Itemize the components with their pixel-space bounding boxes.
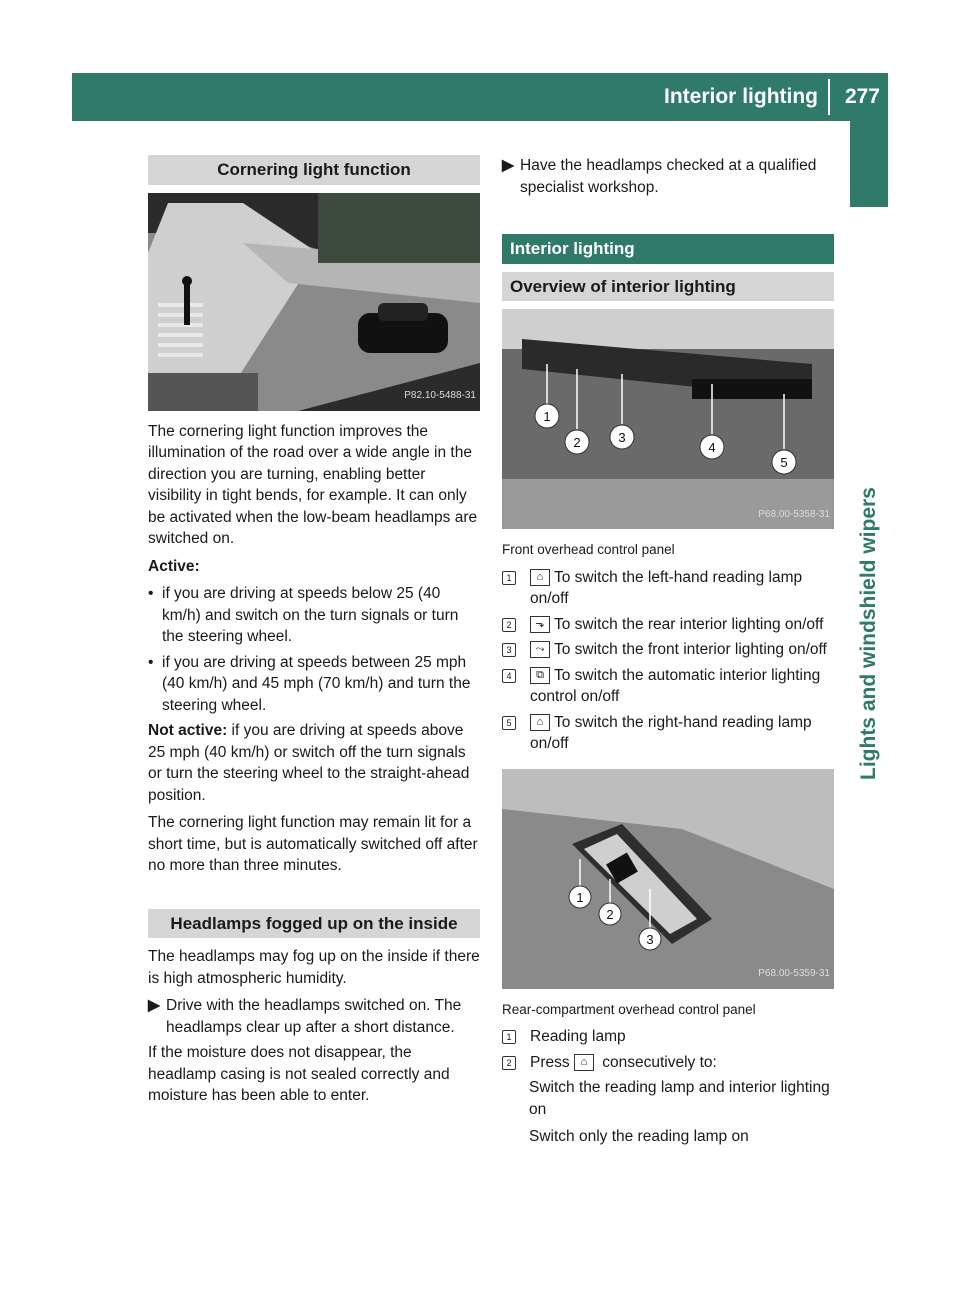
reading-lamp-icon: ⌂ <box>530 569 550 586</box>
image-code: P82.10-5488-31 <box>404 390 476 401</box>
fogged-intro: The headlamps may fog up on the inside if there is high atmospheric humidity. <box>148 948 480 987</box>
list-item <box>502 665 834 708</box>
front-item-text: To switch the automatic interior lighting control on/off <box>530 666 821 705</box>
workshop-step: Have the headlamps checked at a qualified specialist workshop. <box>520 157 817 196</box>
rear-panel-illustration <box>502 769 834 989</box>
svg-text:4: 4 <box>708 440 716 455</box>
bullet-mark: • <box>148 585 154 602</box>
svg-text:5: 5 <box>780 455 788 470</box>
callout-number: 2 <box>502 618 516 632</box>
cornering-light-image <box>148 193 480 411</box>
list-item <box>502 1052 834 1074</box>
callout-number: 3 <box>502 643 516 657</box>
side-tab-label: Lights and windshield wipers <box>857 487 880 780</box>
active-item-2: if you are driving at speeds between 25 mph (40 km/h) and 45 mph (70 km/h) and turn the steering wheel. <box>162 653 471 714</box>
not-active-paragraph <box>148 720 480 806</box>
callout-number: 2 <box>502 1056 516 1070</box>
list-item <box>502 639 834 661</box>
rear-light-icon: ⬎ <box>530 616 550 633</box>
rear-item-2-pre: Press <box>530 1053 570 1071</box>
reading-lamp-icon: ⌂ <box>574 1054 594 1071</box>
fogged-heading: Headlamps fogged up on the inside <box>148 909 480 939</box>
list-item <box>502 155 834 198</box>
active-item-1: if you are driving at speeds below 25 (40 km/h) and switch on the turn signals or turn the steering wheel. <box>162 585 459 645</box>
callout-number: 1 <box>502 1030 516 1044</box>
list-item <box>148 652 480 717</box>
remain-lit-paragraph: The cornering light function may remain lit for a short time, but is automatically switched off after no more than three minutes. <box>148 814 478 874</box>
image-code: P68.00-5358-31 <box>758 508 830 520</box>
front-item-text: To switch the front interior lighting on/off <box>554 641 827 658</box>
rear-item-2-post: consecutively to: <box>602 1053 717 1071</box>
front-caption: Front overhead control panel <box>502 542 675 557</box>
right-column <box>502 155 834 1154</box>
road-illustration <box>148 193 480 411</box>
list-item <box>502 712 834 755</box>
list-item <box>502 1026 834 1048</box>
rear-item-1: Reading lamp <box>530 1028 626 1045</box>
cornering-intro: The cornering light function improves the illumination of the road over a wide angle in the direction you are turning, enabling better visibility in tight bends, for example. It can only be activated when the low-beam headlamps are switched on. <box>148 422 478 547</box>
cornering-heading: Cornering light function <box>148 155 480 185</box>
callout-number: 1 <box>502 571 516 585</box>
svg-text:1: 1 <box>576 889 584 905</box>
header-divider <box>828 79 830 115</box>
rear-sub-2: Switch only the reading lamp on <box>529 1128 749 1145</box>
front-item-text: To switch the right-hand reading lamp on/off <box>530 713 812 752</box>
header-band <box>72 73 888 121</box>
svg-text:3: 3 <box>618 430 626 445</box>
list-item <box>502 614 834 636</box>
not-active-label: Not active: <box>148 722 228 739</box>
reading-lamp-icon: ⌂ <box>530 714 550 731</box>
step-arrow-icon: ▶ <box>148 997 160 1014</box>
not-active-text: if you are driving at speeds above 25 mph (40 km/h) or switch off the turn signals or turn the steering wheel to the straight-ahead position. <box>148 722 470 804</box>
image-code: P68.00-5359-31 <box>758 968 830 979</box>
side-tab-block <box>850 121 888 207</box>
front-panel-image <box>502 309 834 529</box>
svg-text:2: 2 <box>573 435 581 450</box>
svg-text:1: 1 <box>543 409 551 424</box>
list-item <box>148 583 480 648</box>
rear-caption: Rear-compartment overhead control panel <box>502 1001 756 1017</box>
section-title: Interior lighting <box>664 85 818 108</box>
list-item <box>502 567 834 610</box>
front-item-text: To switch the rear interior lighting on/off <box>554 615 824 633</box>
page-number: 277 <box>844 85 880 108</box>
svg-text:3: 3 <box>646 931 654 947</box>
callout-number: 4 <box>502 669 516 683</box>
rear-panel-image <box>502 769 834 989</box>
front-item-text: To switch the left-hand reading lamp on/off <box>530 568 803 607</box>
left-column <box>148 155 480 1113</box>
active-label: Active: <box>148 557 200 575</box>
callout-number: 5 <box>502 716 516 730</box>
rear-sub-1: Switch the reading lamp and interior lighting on <box>529 1079 830 1118</box>
bullet-mark: • <box>148 653 154 671</box>
overview-heading: Overview of interior lighting <box>502 272 834 302</box>
fogged-step: Drive with the headlamps switched on. The headlamps clear up after a short distance. <box>166 997 462 1036</box>
list-item <box>148 995 480 1038</box>
step-arrow-icon: ▶ <box>502 157 514 174</box>
interior-heading: Interior lighting <box>502 234 834 264</box>
front-panel-illustration <box>502 309 834 529</box>
front-light-icon: ⤳ <box>530 641 550 658</box>
auto-light-icon: ⧉ <box>530 667 550 684</box>
svg-text:2: 2 <box>606 906 614 922</box>
fogged-moisture: If the moisture does not disappear, the headlamp casing is not sealed correctly and moisture has been able to enter. <box>148 1044 450 1104</box>
